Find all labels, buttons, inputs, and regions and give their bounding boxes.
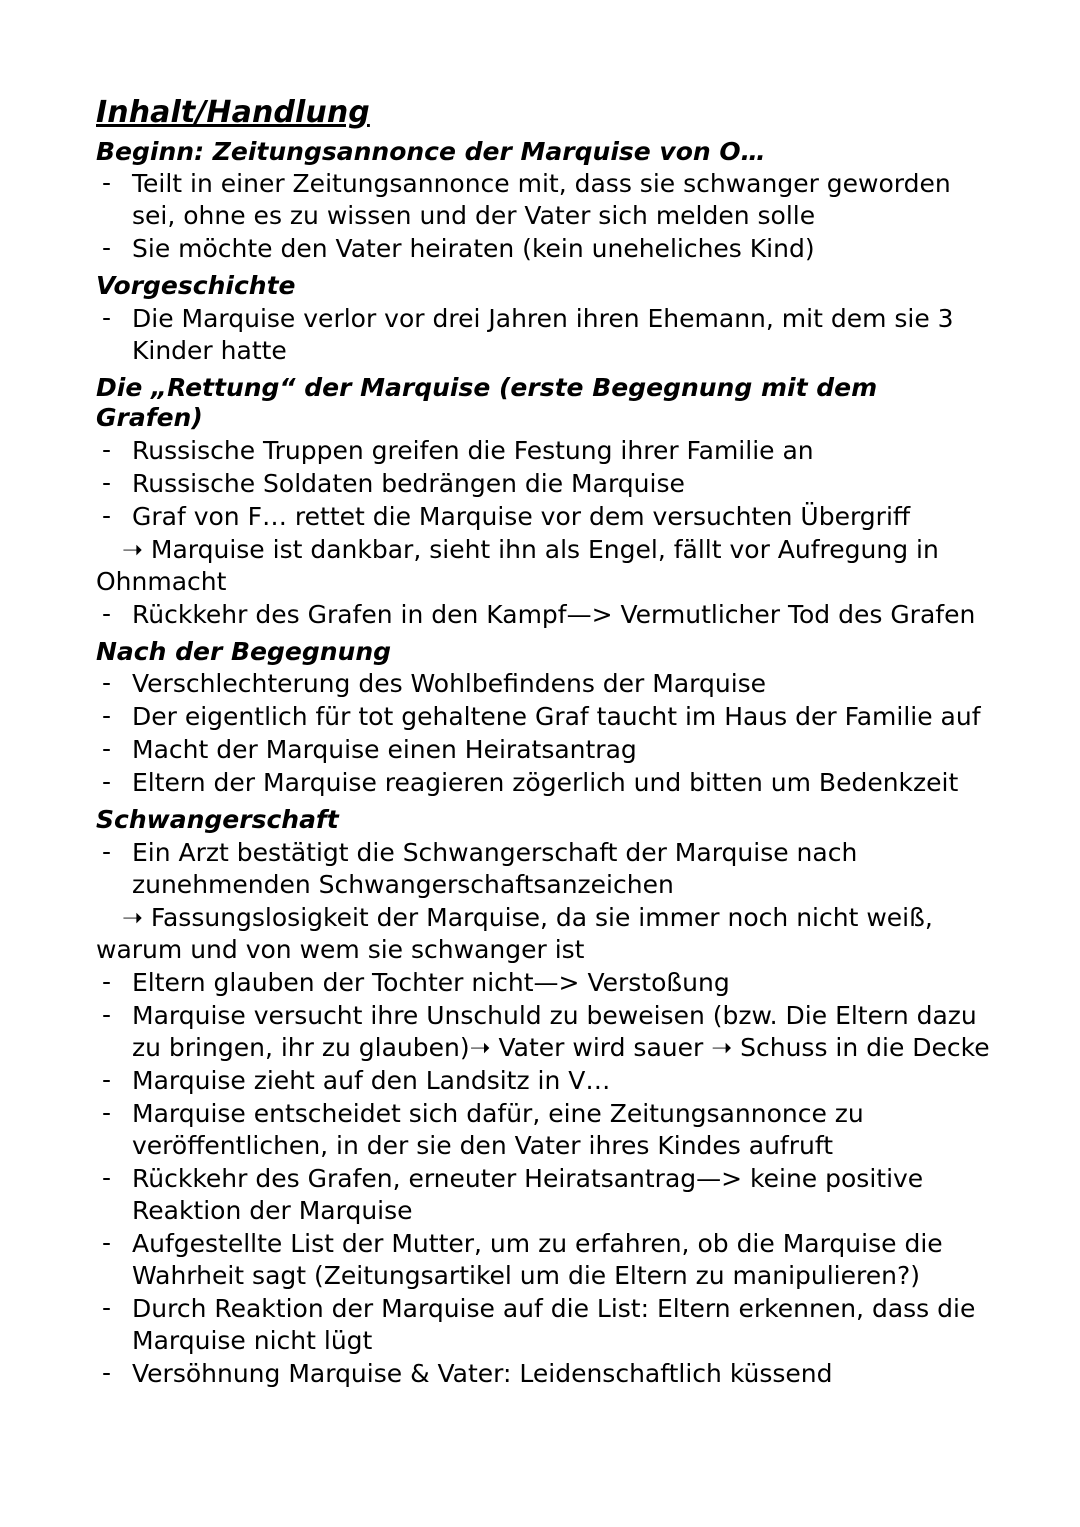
section-list (96, 303, 992, 367)
list-item: - Teilt in einer Zeitungsannonce mit, dass sie schwanger geworden sei, ohne es zu wissen und der Vater sich melden solle (96, 168, 992, 232)
section-heading: Nach der Begegnung (96, 636, 392, 666)
list-item: - Macht der Marquise einen Heiratsantrag (96, 734, 992, 766)
list-item: - Aufgestellte List der Mutter, um zu erfahren, ob die Marquise die Wahrheit sagt (Zeitungsartikel um die Eltern zu manipulieren?) (96, 1228, 992, 1292)
section-list (96, 599, 992, 631)
list-item: - Der eigentlich für tot gehaltene Graf taucht im Haus der Familie auf (96, 701, 992, 733)
list-item: - Russische Truppen greifen die Festung ihrer Familie an (96, 435, 992, 467)
list-item: - Verschlechterung des Wohlbefindens der Marquise (96, 668, 992, 700)
section-heading: Vorgeschichte (96, 271, 296, 301)
section-list (96, 168, 992, 265)
list-item: - Die Marquise verlor vor drei Jahren ihren Ehemann, mit dem sie 3 Kinder hatte (96, 303, 992, 367)
list-item: - Ein Arzt bestätigt die Schwangerschaft der Marquise nach zunehmenden Schwangerschaftsanzeichen (96, 837, 992, 901)
list-item: - Russische Soldaten bedrängen die Marquise (96, 468, 992, 500)
arrow-note: ➝ Marquise ist dankbar, sieht ihn als Engel, fällt vor Aufregung in Ohnmacht (96, 534, 939, 596)
list-item: - Marquise versucht ihre Unschuld zu beweisen (bzw. Die Eltern dazu zu bringen, ihr zu glauben)➝ Vater wird sauer ➝ Schuss in die Decke (96, 1000, 992, 1064)
section-heading: Die „Rettung“ der Marquise (erste Begegnung mit dem Grafen) (96, 372, 878, 433)
list-item: - Eltern der Marquise reagieren zögerlich und bitten um Bedenkzeit (96, 767, 992, 799)
section-list (96, 967, 992, 1390)
list-item: - Marquise entscheidet sich dafür, eine Zeitungsannonce zu veröffentlichen, in der sie den Vater ihres Kindes aufruft (96, 1098, 992, 1162)
list-item: - Versöhnung Marquise & Vater: Leidenschaftlich küssend (96, 1358, 992, 1390)
page-title: Inhalt/Handlung (96, 95, 370, 130)
list-item: - Rückkehr des Grafen, erneuter Heiratsantrag—> keine positive Reaktion der Marquise (96, 1163, 992, 1227)
list-item: - Eltern glauben der Tochter nicht—> Verstoßung (96, 967, 992, 999)
section-list (96, 435, 992, 533)
arrow-note: ➝ Fassungslosigkeit der Marquise, da sie immer noch nicht weiß, warum und von wem sie schwanger ist (96, 902, 933, 964)
section-list (96, 837, 992, 901)
section-list (96, 668, 992, 799)
list-item: - Durch Reaktion der Marquise auf die List: Eltern erkennen, dass die Marquise nicht lügt (96, 1293, 992, 1357)
section-heading: Schwangerschaft (96, 805, 339, 835)
list-item: - Graf von F… rettet die Marquise vor dem versuchten Übergriff (96, 501, 992, 533)
section-heading: Beginn: Zeitungsannonce der Marquise von O… (96, 136, 766, 166)
list-item: - Sie möchte den Vater heiraten (kein uneheliches Kind) (96, 233, 992, 265)
list-item: - Rückkehr des Grafen in den Kampf—> Vermutlicher Tod des Grafen (96, 599, 992, 631)
list-item: - Marquise zieht auf den Landsitz in V… (96, 1065, 992, 1097)
